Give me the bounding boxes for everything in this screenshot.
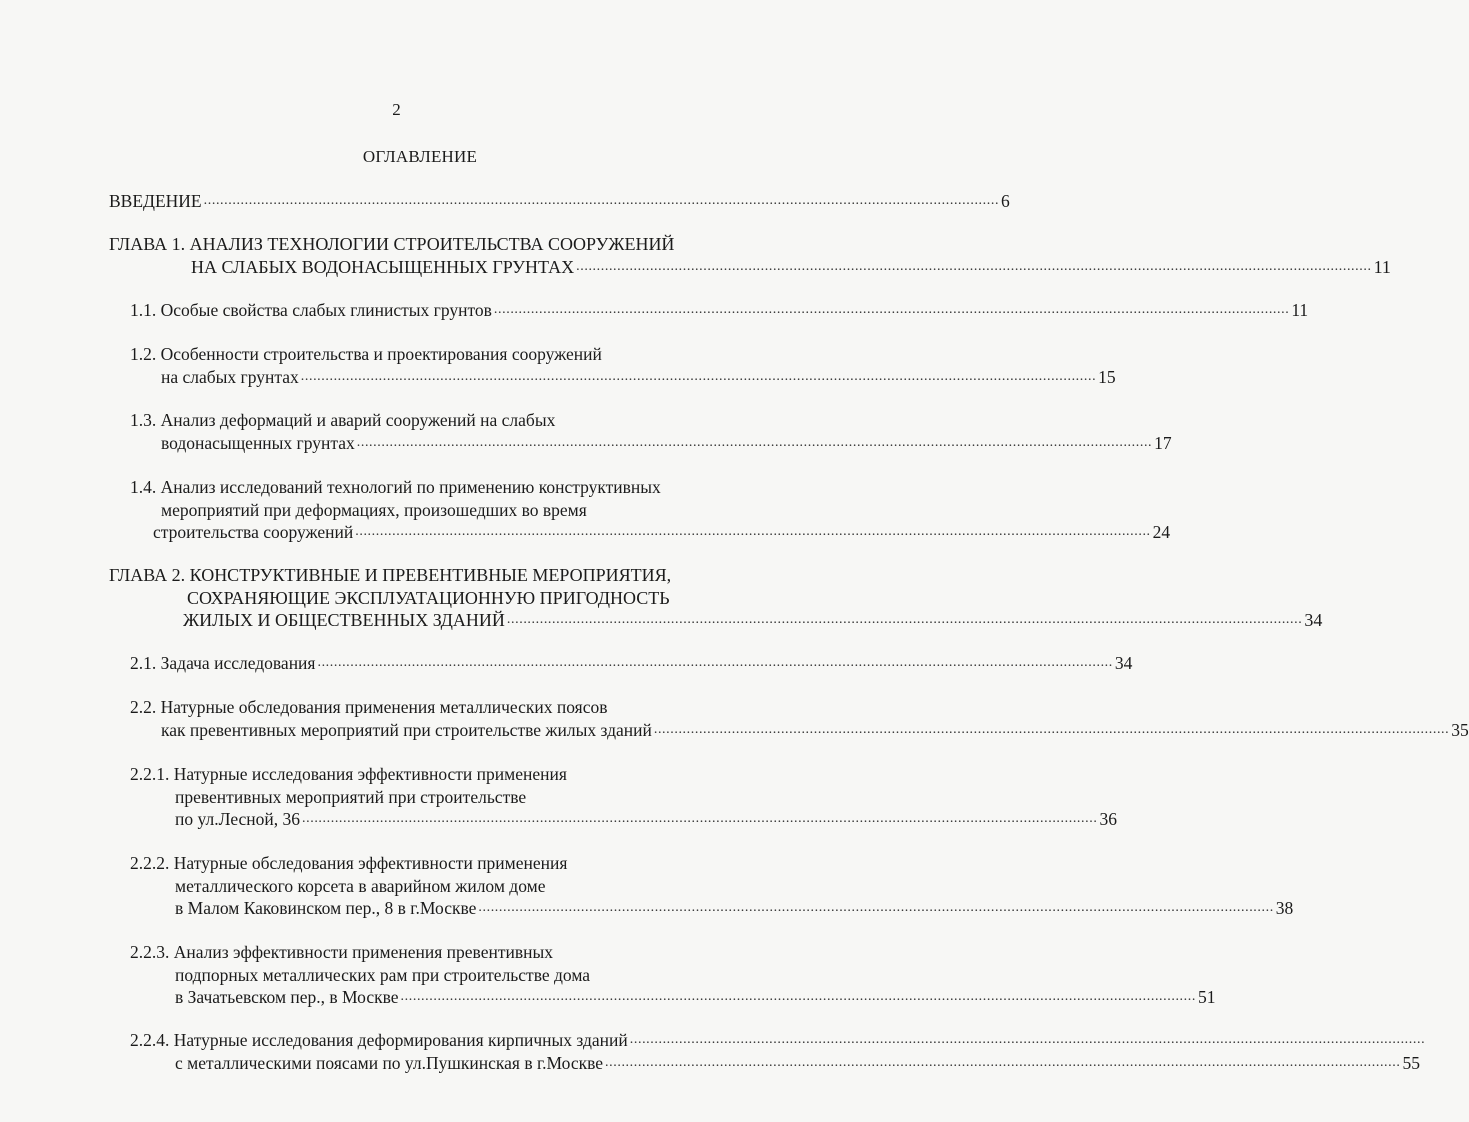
dot-leader: ..................................................................................................................................................................................................	[493, 302, 1290, 317]
toc-title: ОГЛАВЛЕНИЕ	[362, 147, 478, 166]
dot-leader: ..................................................................................................................................................................................................	[478, 900, 1274, 915]
toc-entry-page: 17	[1154, 432, 1172, 453]
toc-entry-chapter-2	[109, 564, 1323, 632]
toc-entry-title-line: НА СЛАБЫХ ВОДОНАСЫЩЕННЫХ ГРУНТАХ	[191, 256, 575, 277]
toc-entry-row	[109, 609, 1323, 632]
toc-entry-1-1	[130, 299, 1309, 322]
toc-entry-title-line: 1.2. Особенности строительства и проектирования сооружений	[130, 344, 602, 364]
toc-entry-page: 38	[1275, 898, 1294, 918]
toc-entry-row	[130, 897, 1294, 920]
toc-entry-title-line: ЖИЛЫХ И ОБЩЕСТВЕННЫХ ЗДАНИЙ	[183, 610, 505, 630]
toc-entry-title-line: превентивных мероприятий при строительстве	[175, 786, 527, 807]
toc-entry-introduction	[109, 190, 1010, 213]
toc-entry-page: 36	[1099, 809, 1117, 829]
toc-entry-title-line: мероприятий при деформациях, произошедших во время	[161, 499, 587, 520]
toc-entry-title-line: СОХРАНЯЮЩИЕ ЭКСПЛУАТАЦИОННУЮ ПРИГОДНОСТЬ	[187, 587, 670, 608]
dot-leader: ..................................................................................................................................................................................................	[203, 193, 1000, 208]
toc-entry-title: ВВЕДЕНИЕ	[109, 191, 202, 211]
toc-entry-row	[130, 1052, 1420, 1075]
toc-entry-2-2-1	[130, 763, 1117, 831]
toc-entry-title-line: 2.2.1. Натурные исследования эффективности применения	[130, 764, 567, 784]
toc-entry-title: 2.1. Задача исследования	[130, 653, 316, 673]
toc-entry-title-line: 2.2.2. Натурные обследования эффективности применения	[130, 853, 568, 873]
toc-entry-page: 34	[1114, 653, 1133, 673]
toc-entry-1-4	[130, 476, 1171, 544]
toc-entry-title-line: ГЛАВА 1. АНАЛИЗ ТЕХНОЛОГИИ СТРОИТЕЛЬСТВА СООРУЖЕНИЙ	[109, 234, 675, 254]
dot-leader: ..................................................................................................................................................................................................	[653, 721, 1450, 737]
dot-leader: ..................................................................................................................................................................................................	[576, 258, 1372, 274]
toc-entry-title-line: 1.4. Анализ исследований технологий по применению конструктивных	[130, 477, 661, 497]
toc-entry-title-line: в Зачатьевском пер., в Москве	[175, 987, 399, 1007]
toc-entry-page: 35	[1451, 719, 1469, 740]
toc-entry-2-1	[130, 652, 1133, 675]
page-number: 2	[392, 100, 401, 119]
toc-entry-title-line: 1.3. Анализ деформаций и аварий сооружений на слабых	[130, 410, 556, 430]
dot-leader: ..................................................................................................................................................................................................	[355, 524, 1151, 539]
toc-entry-2-2	[130, 696, 1469, 741]
toc-entry-title-line: подпорных металлических рам при строительстве дома	[175, 964, 591, 985]
toc-entry-title-line: по ул.Лесной, 36	[175, 809, 301, 829]
toc-entry-title-line: металлического корсета в аварийном жилом доме	[175, 875, 546, 896]
dot-leader: ..................................................................................................................................................................................................	[400, 989, 1196, 1004]
toc-entry-title-line: в Малом Каковинском пер., 8 в г.Москве	[175, 898, 477, 918]
toc-entry-1-3	[130, 409, 1172, 454]
dot-leader: ..................................................................................................................................................................................................	[317, 655, 1113, 670]
toc-entry-title: 1.1. Особые свойства слабых глинистых грунтов	[130, 300, 492, 320]
dot-leader: ..................................................................................................................................................................................................	[506, 612, 1303, 627]
toc-entry-title-line: с металлическими поясами по ул.Пушкинская в г.Москве	[175, 1052, 604, 1073]
toc-entry-row	[130, 432, 1172, 455]
toc-entry-row	[130, 1029, 1426, 1052]
toc-entry-row	[130, 986, 1216, 1009]
toc-entry-2-2-4	[130, 1029, 1426, 1074]
toc-entry-row	[130, 652, 1133, 675]
toc-entry-page: 6	[1001, 191, 1010, 211]
toc-entry-page: 24	[1152, 522, 1171, 542]
toc-entry-title-line: водонасыщенных грунтах	[161, 432, 355, 453]
toc-entry-title-line: 2.2.4. Натурные исследования деформирования кирпичных зданий	[130, 1030, 628, 1050]
dot-leader: ..................................................................................................................................................................................................	[605, 1054, 1401, 1070]
toc-entry-row	[130, 719, 1469, 742]
toc-entry-row	[109, 190, 1010, 213]
toc-entry-row	[130, 366, 1116, 389]
dot-leader: ..................................................................................................................................................................................................	[356, 434, 1153, 450]
toc-entry-page: 34	[1304, 610, 1323, 630]
toc-entry-title-line: как превентивных мероприятий при строительстве жилых зданий	[161, 719, 652, 740]
toc-entry-1-2	[130, 343, 1116, 388]
toc-entry-page: 55	[1402, 1052, 1420, 1073]
toc-entry-2-2-3	[130, 941, 1216, 1009]
dot-leader: ..................................................................................................................................................................................................	[302, 811, 1098, 826]
toc-entry-page: 15	[1098, 366, 1116, 387]
toc-entry-title-line: строительства сооружений	[153, 522, 354, 542]
toc-entry-chapter-1	[109, 233, 1391, 278]
toc-entry-row	[109, 256, 1391, 279]
toc-entry-row	[130, 808, 1117, 831]
toc-entry-title-line: ГЛАВА 2. КОНСТРУКТИВНЫЕ И ПРЕВЕНТИВНЫЕ МЕРОПРИЯТИЯ,	[109, 565, 672, 585]
dot-leader: ..................................................................................................................................................................................................	[629, 1032, 1426, 1047]
toc-entry-2-2-2	[130, 852, 1294, 920]
toc-entry-page: 11	[1291, 300, 1309, 320]
toc-entry-page: 11	[1373, 256, 1391, 277]
toc-entry-row	[130, 521, 1171, 544]
toc-entry-title-line: 2.2.3. Анализ эффективности применения превентивных	[130, 942, 553, 962]
dot-leader: ..................................................................................................................................................................................................	[300, 368, 1097, 384]
toc-entry-title-line: на слабых грунтах	[161, 366, 299, 387]
toc-entry-row	[130, 299, 1309, 322]
toc-entry-page: 51	[1197, 987, 1216, 1007]
toc-entry-title-line: 2.2. Натурные обследования применения металлических поясов	[130, 697, 608, 717]
